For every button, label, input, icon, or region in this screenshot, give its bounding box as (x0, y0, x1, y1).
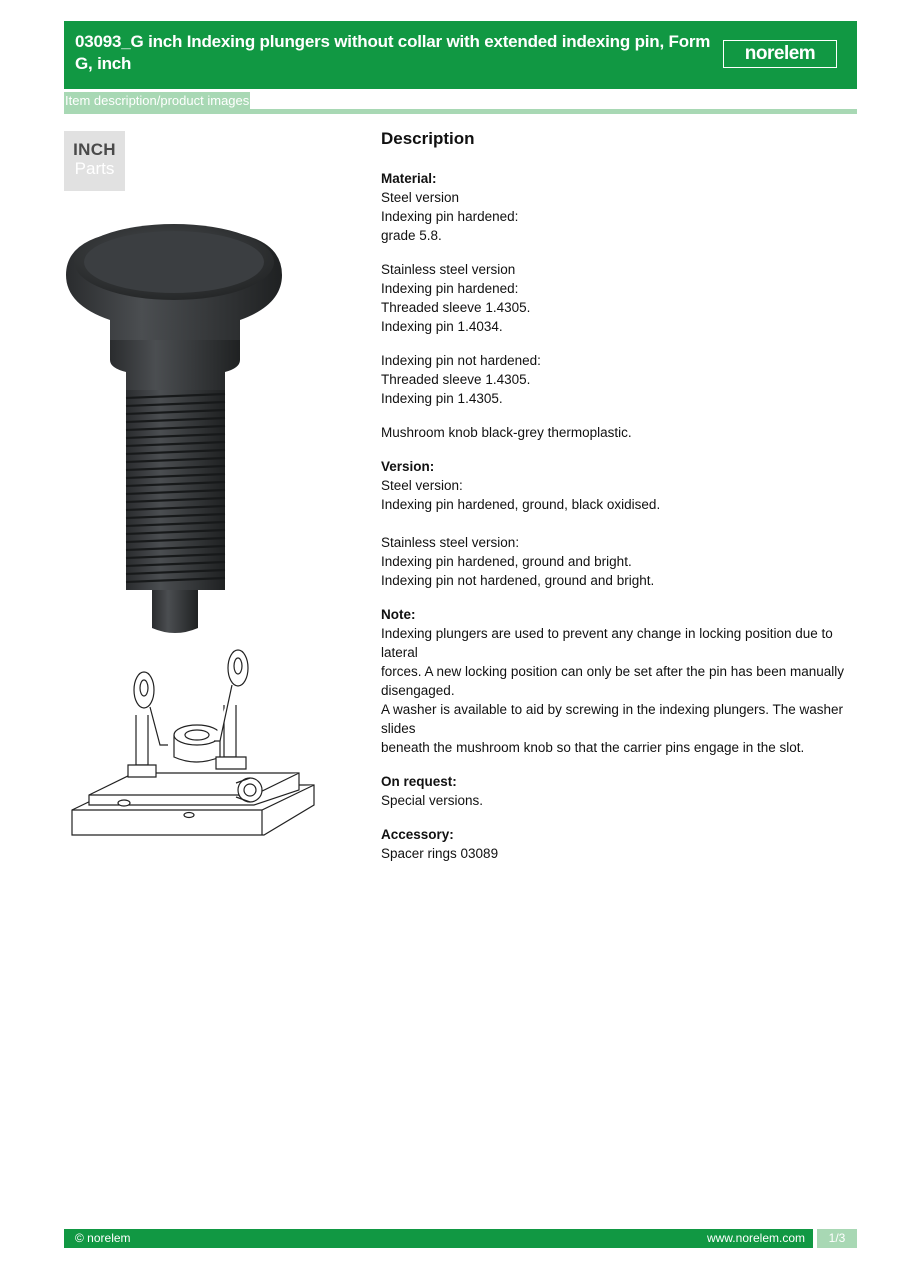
page-title: 03093_G inch Indexing plungers without collar with extended indexing pin, Form G, inch (75, 32, 711, 73)
text-line: Mushroom knob black-grey thermoplastic. (381, 425, 632, 440)
text-line: Indexing pin hardened, ground and bright. (381, 554, 632, 569)
text-line: Indexing pin hardened: (381, 209, 519, 224)
text-line: grade 5.8. (381, 228, 442, 243)
page-number: 1/3 (817, 1229, 857, 1248)
text-line: Indexing pin not hardened: (381, 353, 541, 368)
description-heading: Description (381, 129, 475, 148)
accessory-block (381, 825, 857, 863)
application-drawing-image (64, 645, 324, 855)
page-footer (64, 1229, 857, 1248)
request-label: On request: (381, 774, 457, 789)
stainless-block (381, 260, 857, 336)
note-block (381, 605, 857, 757)
version-label: Version: (381, 459, 435, 474)
norelem-logo: norelem (723, 40, 837, 68)
section-tab: Item description/product images (65, 93, 250, 108)
text-line: Indexing pin 1.4034. (381, 319, 503, 334)
text-line: Indexing pin hardened, ground, black oxidised. (381, 497, 661, 512)
inch-parts-badge (64, 131, 125, 191)
accessory-label: Accessory: (381, 827, 454, 842)
description-panel (381, 128, 857, 878)
material-block (381, 169, 857, 245)
text-line: Stainless steel version: (381, 535, 520, 550)
text-line: Threaded sleeve 1.4305. (381, 300, 531, 315)
text-line: Threaded sleeve 1.4305. (381, 372, 531, 387)
version-block (381, 457, 857, 590)
text-line: Spacer rings 03089 (381, 846, 499, 861)
knob-block (381, 423, 857, 442)
not-hardened-block (381, 351, 857, 408)
request-block (381, 772, 857, 810)
text-line: beneath the mushroom knob so that the carrier pins engage in the slot. (381, 740, 805, 755)
badge-bottom-text: Parts (74, 159, 115, 178)
text-line: Steel version (381, 190, 460, 205)
line-gap (381, 514, 857, 533)
text-line: Indexing pin hardened: (381, 281, 519, 296)
text-line: Stainless steel version (381, 262, 516, 277)
badge-top-text: INCH (73, 140, 116, 159)
text-line: forces. A new locking position can only be set after the pin has been manually (381, 664, 845, 679)
text-line: Indexing pin 1.4305. (381, 391, 503, 406)
text-line: disengaged. (381, 683, 455, 698)
text-line: Special versions. (381, 793, 484, 808)
material-label: Material: (381, 171, 437, 186)
indexing-plunger-image (60, 200, 290, 640)
website-link[interactable]: www.norelem.com (706, 1231, 805, 1245)
copyright-text: © norelem (75, 1231, 131, 1245)
text-line: Indexing pin not hardened, ground and bright. (381, 573, 655, 588)
text-line: Indexing plungers are used to prevent any change in locking position due to lateral (381, 626, 833, 660)
text-line: A washer is available to aid by screwing in the indexing plungers. The washer slides (381, 702, 844, 736)
text-line: Steel version: (381, 478, 463, 493)
note-label: Note: (381, 607, 416, 622)
page-header (64, 21, 857, 89)
